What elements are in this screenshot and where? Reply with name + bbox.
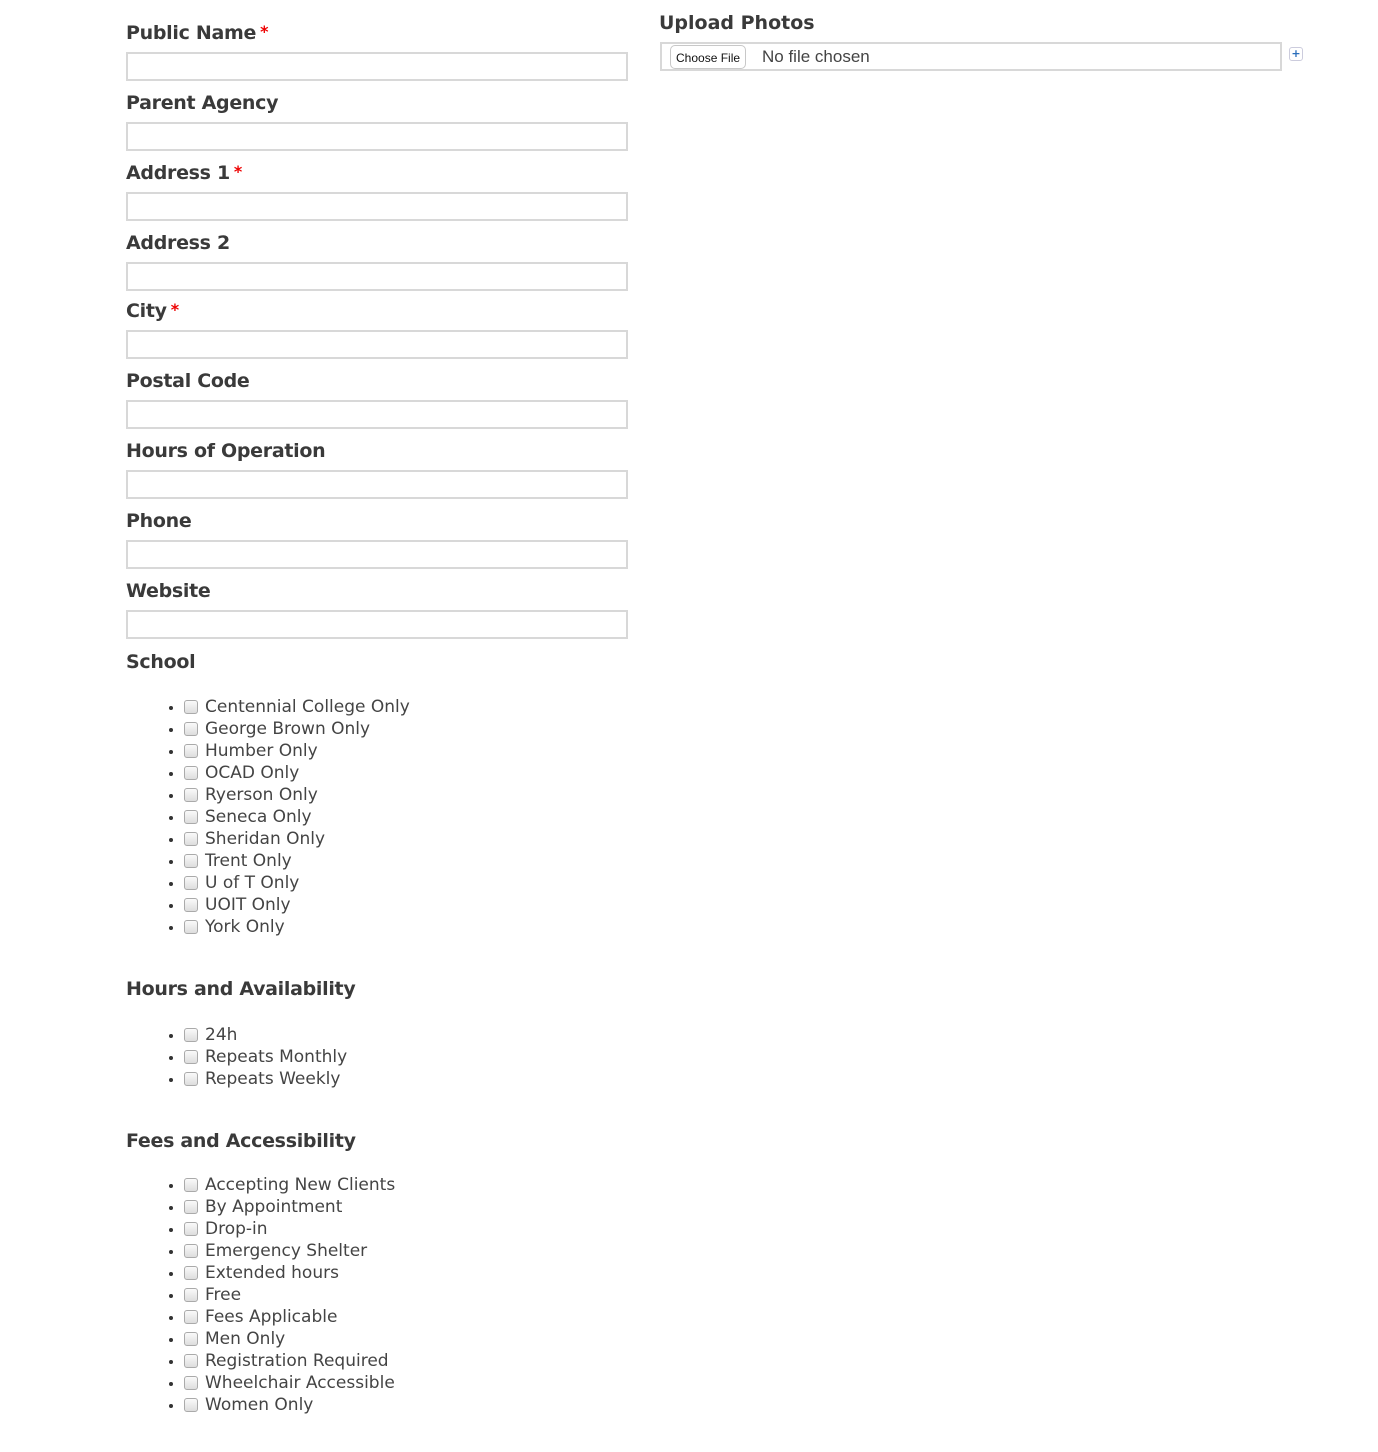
checkbox[interactable] — [184, 1178, 198, 1192]
checkbox-item[interactable] — [184, 1068, 347, 1090]
checkbox-label: Repeats Monthly — [205, 1047, 348, 1067]
checkbox-label: York Only — [205, 917, 285, 937]
checkbox[interactable] — [184, 1398, 198, 1412]
add-photo-plus-icon[interactable]: + — [1289, 47, 1303, 61]
choose-file-button[interactable]: Choose File — [670, 45, 746, 69]
label-text: Hours of Operation — [126, 440, 326, 462]
checkbox-label: Trent Only — [205, 851, 292, 871]
field-label — [126, 300, 179, 322]
field-input[interactable] — [126, 330, 628, 359]
checkbox-item[interactable] — [184, 1240, 395, 1262]
checkbox[interactable] — [184, 1376, 198, 1390]
file-input[interactable] — [660, 42, 1282, 71]
field-label — [126, 22, 268, 44]
field-input[interactable] — [126, 540, 628, 569]
checkbox[interactable] — [184, 1288, 198, 1302]
checkbox-label: Women Only — [205, 1395, 314, 1415]
field-label — [126, 580, 210, 602]
checkbox-label: Humber Only — [205, 741, 318, 761]
checkbox-label: Emergency Shelter — [205, 1241, 368, 1261]
field-label — [126, 510, 191, 532]
checkbox-label: UOIT Only — [205, 895, 291, 915]
checkbox-label: George Brown Only — [205, 719, 371, 739]
label-text: Address 2 — [126, 232, 230, 254]
field-label — [126, 162, 242, 184]
checkbox-label: 24h — [205, 1025, 238, 1045]
required-asterisk: * — [233, 162, 242, 181]
checkbox-item[interactable] — [184, 1394, 395, 1416]
checkbox-item[interactable] — [184, 1174, 395, 1196]
checkbox[interactable] — [184, 722, 198, 736]
checkbox[interactable] — [184, 898, 198, 912]
checkbox-item[interactable] — [184, 894, 410, 916]
checkbox-item[interactable] — [184, 1024, 347, 1046]
checkbox-label: Free — [205, 1285, 242, 1305]
checkbox[interactable] — [184, 1244, 198, 1258]
checkbox[interactable] — [184, 1050, 198, 1064]
checkbox-item[interactable] — [184, 1306, 395, 1328]
checkbox-label: U of T Only — [205, 873, 300, 893]
checkbox-item[interactable] — [184, 872, 410, 894]
field-input[interactable] — [126, 610, 628, 639]
checkbox[interactable] — [184, 700, 198, 714]
checkbox-item[interactable] — [184, 1284, 395, 1306]
checkbox[interactable] — [184, 854, 198, 868]
field-label — [126, 232, 230, 254]
field-label — [126, 370, 250, 392]
field-label — [126, 440, 325, 462]
checkbox[interactable] — [184, 810, 198, 824]
checkbox[interactable] — [184, 1266, 198, 1280]
checkbox-label: Registration Required — [205, 1351, 389, 1371]
fees-heading: Fees and Accessibility — [126, 1130, 356, 1152]
hours-heading: Hours and Availability — [126, 978, 356, 1000]
checkbox-item[interactable] — [184, 762, 410, 784]
school-heading: School — [126, 651, 196, 673]
label-text: Address 1 — [126, 162, 230, 184]
checkbox-label: Fees Applicable — [205, 1307, 338, 1327]
checkbox-label: Ryerson Only — [205, 785, 318, 805]
checkbox-item[interactable] — [184, 718, 410, 740]
checkbox-item[interactable] — [184, 1372, 395, 1394]
label-text: Website — [126, 580, 211, 602]
field-input[interactable] — [126, 400, 628, 429]
checkbox[interactable] — [184, 1310, 198, 1324]
required-asterisk: * — [260, 22, 269, 41]
field-input[interactable] — [126, 192, 628, 221]
checkbox[interactable] — [184, 920, 198, 934]
field-label — [126, 92, 278, 114]
checkbox-label: By Appointment — [205, 1197, 343, 1217]
checkbox-item[interactable] — [184, 1350, 395, 1372]
checkbox-item[interactable] — [184, 784, 410, 806]
checkbox-item[interactable] — [184, 1218, 395, 1240]
field-input[interactable] — [126, 470, 628, 499]
checkbox[interactable] — [184, 1354, 198, 1368]
checkbox-item[interactable] — [184, 1328, 395, 1350]
checkbox[interactable] — [184, 832, 198, 846]
upload-photos-label: Upload Photos — [659, 12, 815, 34]
checkbox-label: Accepting New Clients — [205, 1175, 396, 1195]
required-asterisk: * — [170, 300, 179, 319]
checkbox[interactable] — [184, 1028, 198, 1042]
checkbox[interactable] — [184, 744, 198, 758]
label-text: Public Name — [126, 22, 257, 44]
checkbox-item[interactable] — [184, 740, 410, 762]
checkbox-label: Sheridan Only — [205, 829, 326, 849]
checkbox-label: Men Only — [205, 1329, 286, 1349]
label-text: Phone — [126, 510, 192, 532]
checkbox[interactable] — [184, 788, 198, 802]
checkbox-item[interactable] — [184, 696, 410, 718]
field-input[interactable] — [126, 52, 628, 81]
checkbox[interactable] — [184, 1222, 198, 1236]
file-status: No file chosen — [762, 47, 870, 66]
checkbox[interactable] — [184, 1332, 198, 1346]
label-text: Parent Agency — [126, 92, 279, 114]
school-checkbox-list — [126, 696, 410, 938]
checkbox-label: Wheelchair Accessible — [205, 1373, 395, 1393]
hours-checkbox-list — [126, 1024, 347, 1090]
checkbox-item[interactable] — [184, 1196, 395, 1218]
checkbox-label: Extended hours — [205, 1263, 339, 1283]
checkbox-item[interactable] — [184, 916, 410, 938]
field-input[interactable] — [126, 262, 628, 291]
checkbox-item[interactable] — [184, 850, 410, 872]
label-text: City — [126, 300, 167, 322]
label-text: Postal Code — [126, 370, 250, 392]
checkbox[interactable] — [184, 1072, 198, 1086]
field-input[interactable] — [126, 122, 628, 151]
checkbox-item[interactable] — [184, 1262, 395, 1284]
checkbox-item[interactable] — [184, 828, 410, 850]
checkbox-label: Drop-in — [205, 1219, 268, 1239]
checkbox[interactable] — [184, 1200, 198, 1214]
checkbox-item[interactable] — [184, 806, 410, 828]
checkbox-label: Centennial College Only — [205, 697, 410, 717]
checkbox-label: Seneca Only — [205, 807, 312, 827]
checkbox-label: OCAD Only — [205, 763, 300, 783]
checkbox-item[interactable] — [184, 1046, 347, 1068]
checkbox[interactable] — [184, 766, 198, 780]
fees-checkbox-list — [126, 1174, 395, 1416]
checkbox[interactable] — [184, 876, 198, 890]
checkbox-label: Repeats Weekly — [205, 1069, 341, 1089]
